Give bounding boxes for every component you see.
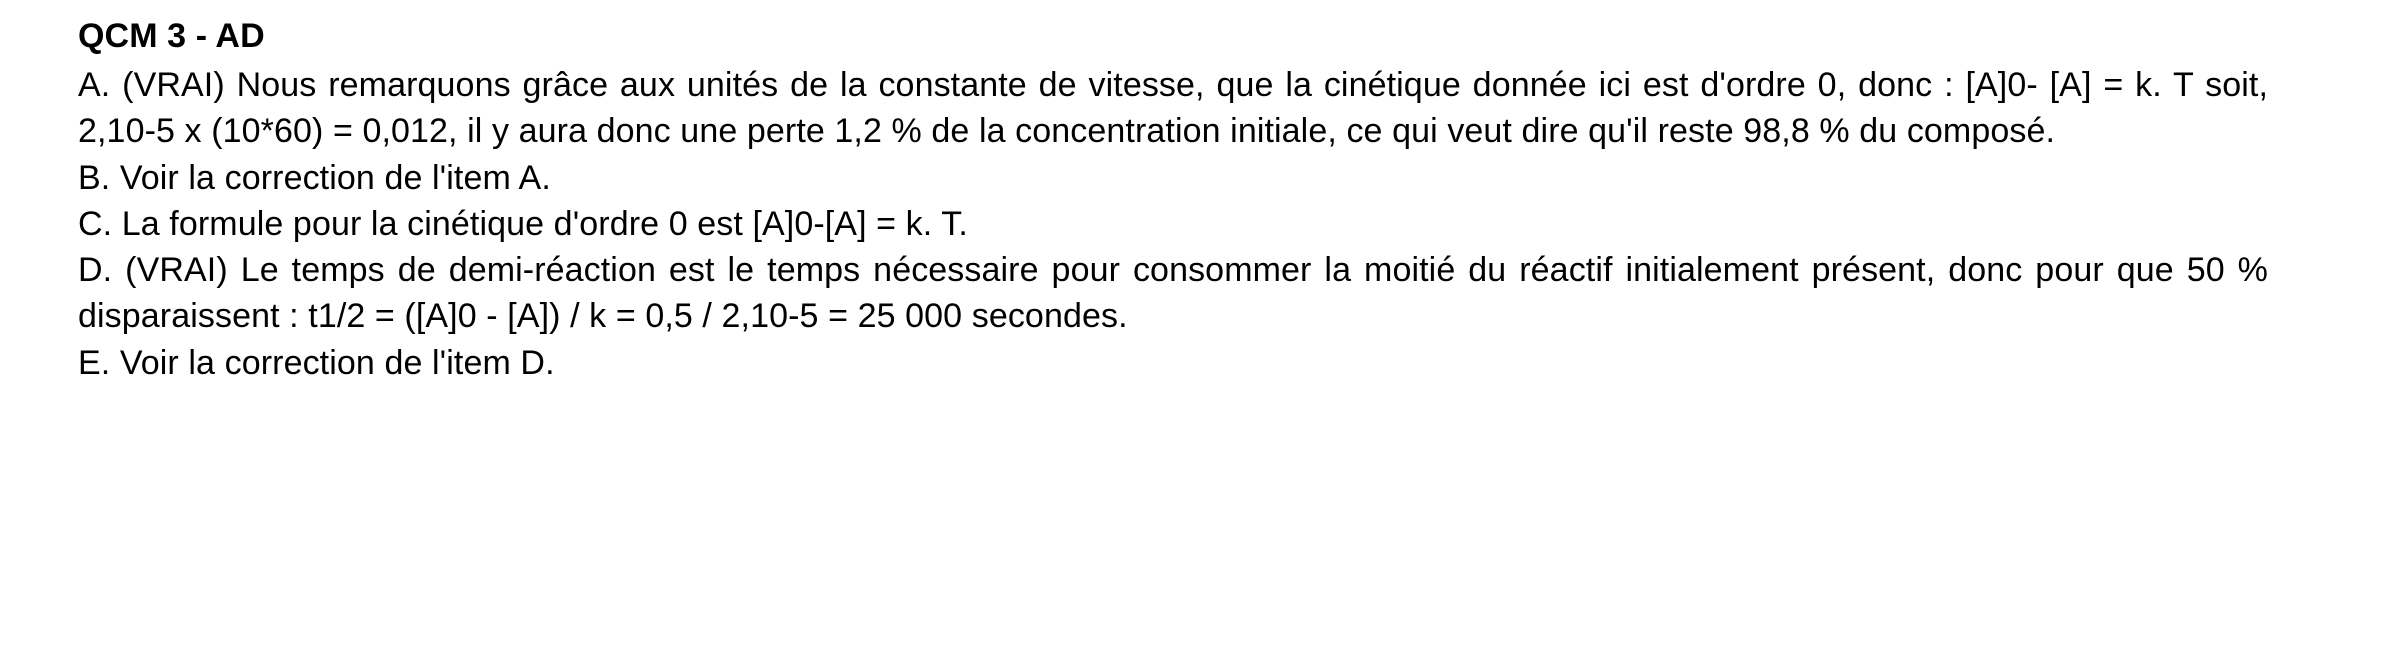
answer-item-c: C. La formule pour la cinétique d'ordre 0 est [A]0-[A] = k. T.: [78, 204, 968, 243]
answer-item-d: D. (VRAI) Le temps de demi-réaction est le temps nécessaire pour consommer la moitié du réactif initialement présent, donc pour que 50 % disparaissent : t1/2 = ([A]0 - [A]) / k = 0,5 / 2,10-5 = 25 000 secondes.: [78, 251, 2268, 336]
answer-item-b: B. Voir la correction de l'item A.: [78, 158, 551, 197]
page-title: QCM 3 - AD: [78, 17, 265, 55]
answer-item-e: E. Voir la correction de l'item D.: [78, 343, 555, 382]
answer-item-a: A. (VRAI) Nous remarquons grâce aux unités de la constante de vitesse, que la cinétique donnée ici est d'ordre 0, donc : [A]0- [A] = k. T soit, 2,10-5 x (10*60) = 0,012, il y aura donc une perte 1,2 % de la concentration initiale, ce qui veut dire qu'il reste 98,8 % du composé.: [78, 66, 2268, 151]
